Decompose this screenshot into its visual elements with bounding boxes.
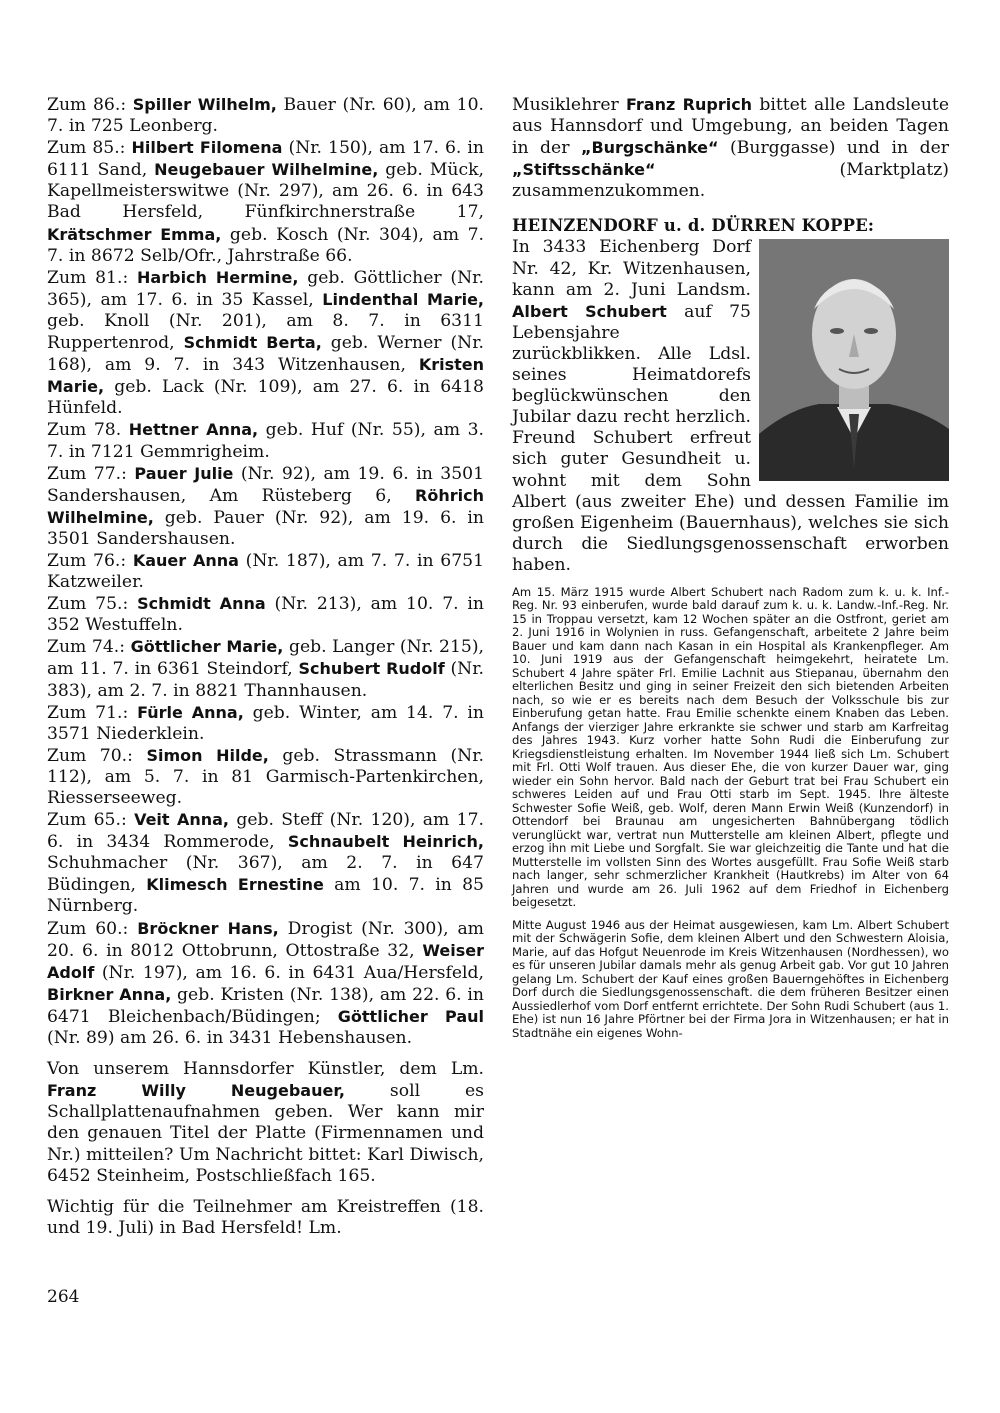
neugebauer-notice: Von unserem Hannsdorfer Künstler, dem Lm. Franz Willy Neugebauer, soll es Schallplattenaufnahmen geben. Wer kann mir den genauen Titel der Platte (Firmennamen und Nr.) mitteilen? Um Nachricht bittet: Karl Diwisch, 6452 Steinheim, Postschließfach 165.	[47, 1059, 484, 1186]
page-number: 264	[47, 1287, 80, 1307]
schubert-article-top	[512, 237, 949, 485]
birthday-entry: Zum 85.: Hilbert Filomena (Nr. 150), am 17. 6. in 6111 Sand, Neugebauer Wilhelmine, geb. Mück, Kapellmeisterswitwe (Nr. 297), am 26. 6. in 643 Bad Hersfeld, Fünfkirchnerstraße 17, Krätschmer Emma, geb. Kosch (Nr. 304), am 7. 7. in 8672 Selb/Ofr., Jahrstraße 66.	[47, 138, 484, 266]
birthday-entry: Zum 71.: Fürle Anna, geb. Winter, am 14. 7. in 3571 Niederklein.	[47, 702, 484, 744]
schubert-biography-2: Mitte August 1946 aus der Heimat ausgewiesen, kam Lm. Albert Schubert mit der Schwägerin Sofie, dem kleinen Albert und den Schwestern Aloisia, Marie, auf das Hofgut Neuenrode im Kreis Witzenhausen (Nordhessen), wo es für unseren Jubilar damals mehr als genug Arbeit gab. Vor gut 10 Jahren gelang Lm. Schubert der Kauf eines großen Bauerngehöftes in Eichenberg Dorf durch die Siedlungsgenossenschaft. die dem früheren Besitzer einen Aussiedlerhof vom Dorf entfernt errichtete. Der Sohn Rudi Schubert (aus 1. Ehe) ist nun 16 Jahre Pförtner bei der Firma Jora in Witzenhausen; er hat in Stadtnähe ein eigenes Wohn-	[512, 917, 949, 1040]
portrait-photo-icon	[759, 239, 949, 481]
birthday-entry: Zum 86.: Spiller Wilhelm, Bauer (Nr. 60), am 10. 7. in 725 Leonberg.	[47, 95, 484, 137]
birthday-entry: Zum 60.: Bröckner Hans, Drogist (Nr. 300), am 20. 6. in 8012 Ottobrunn, Ottostraße 32, Weiser Adolf (Nr. 197), am 16. 6. in 6431 Aua/Hersfeld, Birkner Anna, geb. Kristen (Nr. 138), am 22. 6. in 6471 Bleichenbach/Büdingen; Göttlicher Paul (Nr. 89) am 26. 6. in 3431 Hebenshausen.	[47, 918, 484, 1049]
birthday-entry: Zum 76.: Kauer Anna (Nr. 187), am 7. 7. in 6751 Katzweiler.	[47, 550, 485, 593]
left-column	[47, 94, 484, 1239]
kreistreffen-notice: Wichtig für die Teilnehmer am Kreistreffen (18. und 19. Juli) in Bad Hersfeld! Lm.	[47, 1196, 484, 1238]
birthday-entry: Zum 81.: Harbich Hermine, geb. Göttlicher (Nr. 365), am 17. 6. in 35 Kassel, Lindenthal Marie, geb. Knoll (Nr. 201), am 8. 7. in 6311 Ruppertenrod, Schmidt Berta, geb. Werner (Nr. 168), am 9. 7. in 343 Witzenhausen, Kristen Marie, geb. Lack (Nr. 109), am 27. 6. in 6418 Hünfeld.	[47, 267, 484, 419]
birthday-entry: Zum 70.: Simon Hilde, geb. Strassmann (Nr. 112), am 5. 7. in 81 Garmisch-Partenkirchen, Riesserseeweg.	[47, 745, 484, 808]
schubert-biography-1: Am 15. März 1915 wurde Albert Schubert nach Radom zum k. u. k. Inf.-Reg. Nr. 93 einberufen, wurde bald darauf zum k. u. k. Landw.-Inf.-Reg. Nr. 15 in Troppau versetzt, kam 12 Wochen später an die Ostfront, geriet am 2. Juni 1916 in Wolynien in russ. Gefangenschaft, arbeitete 2 Jahre beim Bauer und kam dann nach Kasan in ein Hospital als Krankenpfleger. Am 10. Juni 1919 aus der Gefangenschaft heimgekehrt, heiratete Lm. Schubert 4 Jahre später Frl. Emilie Lachnit aus Stiepanau, übernahm den elterlichen Besitz und ging in seiner Freizeit den sich bietenden Arbeiten nach, so wie er es bereits nach dem Besuch der Volksschule bis zur Einberufung getan hatte. Frau Emilie schenkte einem Knaben das Leben. Anfangs der vierziger Jahre erkrankte sie schwer und starb am Karfreitag des Jahres 1943. Kurz vorher hatte Sohn Rudi die Einberufung zur Kriegsdienstleistung erhalten. Im November 1944 ließ sich Lm. Schubert mit Frl. Otti Wolf trauen. Aus dieser Ehe, die von kurzer Dauer war, ging wieder ein Sohn hervor. Bald nach der Geburt trat bei Frau Schubert ein schweres Leiden auf und Frau Otti starb im Sept. 1945. Ihre älteste Schwester Sofie Weiß, geb. Wolf, deren Mann Erwin Weiß (Kunzendorf) in Ottendorf bei Braunau am ungesicherten Bahnübergang tödlich verunglückt war, vertrat nun Mutterstelle am kleinen Albert, pflegte und erzog ihn mit Liebe und Sorgfalt. Sie war gleichzeitig die Tante und hat die Mutterstelle im vollsten Sinn des Wortes ausgefüllt. Frau Sofie Weiß starb nach langer, sehr schmerzlicher Krankheit (Hautkrebs) im Alter von 64 Jahren und wurde am 26. Juli 1962 auf dem Friedhof in Eichenberg beigesetzt.	[512, 584, 949, 910]
section-headline: HEINZENDORF u. d. DÜRREN KOPPE:	[512, 216, 875, 236]
birthday-entry: Zum 77.: Pauer Julie (Nr. 92), am 19. 6. in 3501 Sandershausen, Am Rüsteberg 6, Röhrich Wilhelmine, geb. Pauer (Nr. 92), am 19. 6. in 3501 Sandershausen.	[47, 463, 484, 549]
schubert-article: In 3433 Eichenberg Dorf Nr. 42, Kr. Witzenhausen, kann am 2. Juni Landsm. Albert Schubert auf 75 Lebensjahre zurückblikken. Alle Ldsl. seines Heimatdorefs beglückwünschen den Jubilar dazu recht herzlich. Freund Schubert erfreut sich guter Gesundheit u. wohnt mit dem Sohn Albert (aus zweiter Ehe) und dessen Familie im großen Eigenheim (Bauernhaus), welches sie sich durch die Siedlungsgenossenschaft erworben haben.	[512, 237, 949, 575]
right-column	[512, 94, 949, 1040]
birthday-entry: Zum 75.: Schmidt Anna (Nr. 213), am 10. 7. in 352 Westuffeln.	[47, 594, 484, 636]
birthday-entry: Zum 74.: Göttlicher Marie, geb. Langer (Nr. 215), am 11. 7. in 6361 Steindorf, Schubert Rudolf (Nr. 383), am 2. 7. in 8821 Thannhausen.	[47, 637, 484, 701]
ruprich-notice: Musiklehrer Franz Ruprich bittet alle Landsleute aus Hannsdorf und Umgebung, an beiden Tagen in der „Burgschänke“ (Burggasse) und in der „Stiftsschänke“ (Marktplatz) zusammenzukommen.	[512, 95, 949, 202]
birthday-entry: Zum 65.: Veit Anna, geb. Steff (Nr. 120), am 17. 6. in 3434 Rommerode, Schnaubelt Heinrich, Schuhmacher (Nr. 367), am 2. 7. in 647 Büdingen, Klimesch Ernestine am 10. 7. in 85 Nürnberg.	[47, 810, 484, 917]
birthday-entry: Zum 78. Hettner Anna, geb. Huf (Nr. 55), am 3. 7. in 7121 Gemmrigheim.	[47, 420, 485, 462]
portrait-photo	[759, 239, 949, 481]
